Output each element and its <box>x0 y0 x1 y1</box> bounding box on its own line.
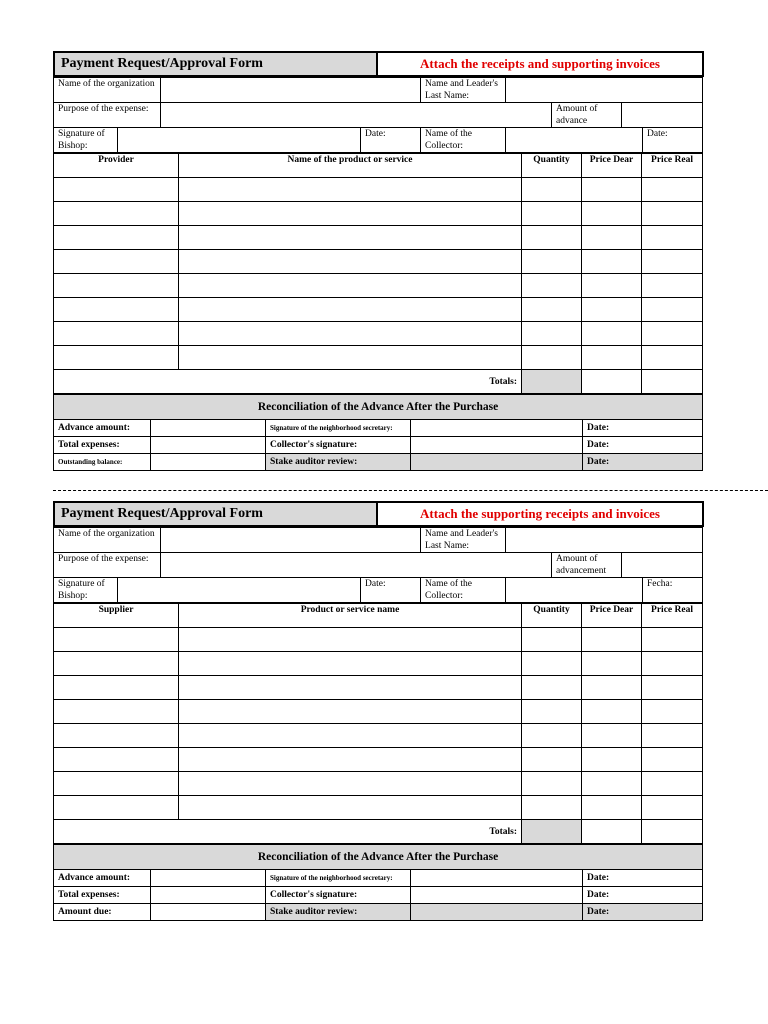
item-cell[interactable] <box>54 298 179 322</box>
balance-field[interactable] <box>151 454 266 471</box>
total-expenses-field[interactable] <box>151 887 266 904</box>
leader-name-field[interactable] <box>506 528 703 553</box>
item-row <box>54 178 703 202</box>
item-cell[interactable] <box>642 178 703 202</box>
col-supplier: Supplier <box>54 604 179 628</box>
bishop-signature-field[interactable] <box>118 128 361 153</box>
item-cell[interactable] <box>179 250 522 274</box>
col-price-real: Price Real <box>642 604 703 628</box>
advance-amount-label: Amount of advancement <box>552 553 622 578</box>
item-cell[interactable] <box>522 748 582 772</box>
item-cell[interactable] <box>582 298 642 322</box>
item-cell[interactable] <box>54 202 179 226</box>
item-cell[interactable] <box>522 202 582 226</box>
item-cell[interactable] <box>582 226 642 250</box>
item-cell[interactable] <box>179 676 522 700</box>
item-cell[interactable] <box>522 298 582 322</box>
advance-amount-field[interactable] <box>622 103 703 128</box>
payment-form-2 <box>53 501 702 921</box>
secretary-signature-label: Signature of the neighborhood secretary: <box>266 420 411 437</box>
advance-amount-field[interactable] <box>622 553 703 578</box>
item-cell[interactable] <box>642 700 703 724</box>
item-cell[interactable] <box>642 772 703 796</box>
col-quantity: Quantity <box>522 604 582 628</box>
item-row <box>54 298 703 322</box>
advance-amount-field[interactable] <box>151 870 266 887</box>
totals-quantity <box>522 820 582 844</box>
payment-form-1 <box>53 51 702 471</box>
item-cell[interactable] <box>179 772 522 796</box>
form-1-recon <box>53 394 703 471</box>
amount-due-field[interactable] <box>151 904 266 921</box>
item-cell[interactable] <box>54 724 179 748</box>
item-cell[interactable] <box>642 298 703 322</box>
item-cell[interactable] <box>54 700 179 724</box>
form-1-info <box>53 77 703 153</box>
org-name-field[interactable] <box>161 78 421 103</box>
item-cell[interactable] <box>54 748 179 772</box>
item-cell[interactable] <box>582 274 642 298</box>
collector-signature-label: Collector's signature: <box>266 887 411 904</box>
leader-name-field[interactable] <box>506 78 703 103</box>
date-label: Date: <box>361 128 421 153</box>
totals-price-dear[interactable] <box>582 370 642 394</box>
auditor-review-field <box>411 904 583 921</box>
item-cell[interactable] <box>582 346 642 370</box>
item-cell[interactable] <box>522 226 582 250</box>
item-cell[interactable] <box>54 676 179 700</box>
item-cell[interactable] <box>582 652 642 676</box>
item-cell[interactable] <box>642 322 703 346</box>
item-cell[interactable] <box>179 178 522 202</box>
advance-amount-label: Amount of advance <box>552 103 622 128</box>
secretary-signature-field[interactable] <box>411 420 583 437</box>
item-cell[interactable] <box>582 250 642 274</box>
item-cell[interactable] <box>642 250 703 274</box>
totals-price-real[interactable] <box>642 370 703 394</box>
item-cell[interactable] <box>54 178 179 202</box>
item-cell[interactable] <box>54 772 179 796</box>
org-name-field[interactable] <box>161 528 421 553</box>
collector-signature-field[interactable] <box>411 887 583 904</box>
col-price-dear: Price Dear <box>582 604 642 628</box>
item-row <box>54 700 703 724</box>
form-title: Payment Request/Approval Form <box>54 52 377 76</box>
leader-name-label: Name and Leader's Last Name: <box>421 528 506 553</box>
bishop-signature-label: Signature of Bishop: <box>54 128 118 153</box>
item-cell[interactable] <box>642 676 703 700</box>
total-expenses-label: Total expenses: <box>54 437 151 454</box>
item-cell[interactable] <box>179 796 522 820</box>
cut-line <box>53 490 768 491</box>
auditor-review-label: Stake auditor review: <box>266 904 411 921</box>
item-cell[interactable] <box>179 298 522 322</box>
bishop-signature-label: Signature of Bishop: <box>54 578 118 603</box>
item-cell[interactable] <box>522 346 582 370</box>
item-cell[interactable] <box>179 322 522 346</box>
item-cell[interactable] <box>582 748 642 772</box>
item-row <box>54 772 703 796</box>
item-cell[interactable] <box>179 724 522 748</box>
item-cell[interactable] <box>582 772 642 796</box>
item-cell[interactable] <box>582 202 642 226</box>
item-cell[interactable] <box>582 700 642 724</box>
item-cell[interactable] <box>54 628 179 652</box>
date-label: Date: <box>583 437 703 454</box>
item-cell[interactable] <box>522 628 582 652</box>
item-cell[interactable] <box>582 724 642 748</box>
auditor-review-label: Stake auditor review: <box>266 454 411 471</box>
date-label: Date: <box>583 870 703 887</box>
item-cell[interactable] <box>179 652 522 676</box>
totals-label: Totals: <box>54 820 522 844</box>
item-row <box>54 322 703 346</box>
org-name-label: Name of the organization <box>54 78 161 103</box>
item-cell[interactable] <box>642 226 703 250</box>
item-cell[interactable] <box>522 676 582 700</box>
form-1-header <box>53 51 704 77</box>
recon-title: Reconciliation of the Advance After the Purchase <box>54 395 703 420</box>
advance-amount-field[interactable] <box>151 420 266 437</box>
date-label: Date: <box>361 578 421 603</box>
item-cell[interactable] <box>179 700 522 724</box>
totals-label: Totals: <box>54 370 522 394</box>
date-label: Date: <box>583 887 703 904</box>
item-cell[interactable] <box>582 322 642 346</box>
item-cell[interactable] <box>54 796 179 820</box>
item-cell[interactable] <box>522 322 582 346</box>
item-cell[interactable] <box>642 202 703 226</box>
item-cell[interactable] <box>522 178 582 202</box>
date-label-2: Fecha: <box>643 578 703 603</box>
recon-title: Reconciliation of the Advance After the Purchase <box>54 845 703 870</box>
form-2-header <box>53 501 704 527</box>
date-label-2: Date: <box>643 128 703 153</box>
item-cell[interactable] <box>179 748 522 772</box>
auditor-review-field <box>411 454 583 471</box>
col-price-real: Price Real <box>642 154 703 178</box>
collector-name-field[interactable] <box>506 128 643 153</box>
item-cell[interactable] <box>642 724 703 748</box>
purpose-label: Purpose of the expense: <box>54 103 161 128</box>
form-1-items <box>53 153 703 394</box>
total-expenses-field[interactable] <box>151 437 266 454</box>
collector-signature-label: Collector's signature: <box>266 437 411 454</box>
form-2-items <box>53 603 703 844</box>
item-cell[interactable] <box>179 274 522 298</box>
item-cell[interactable] <box>179 628 522 652</box>
item-cell[interactable] <box>642 652 703 676</box>
org-name-label: Name of the organization <box>54 528 161 553</box>
item-cell[interactable] <box>54 274 179 298</box>
item-row <box>54 628 703 652</box>
item-row <box>54 250 703 274</box>
form-title: Payment Request/Approval Form <box>54 502 377 526</box>
totals-price-real[interactable] <box>642 820 703 844</box>
total-expenses-label: Total expenses: <box>54 887 151 904</box>
item-cell[interactable] <box>582 796 642 820</box>
item-row <box>54 724 703 748</box>
attach-notice: Attach the supporting receipts and invoices <box>377 502 703 526</box>
item-cell[interactable] <box>642 796 703 820</box>
purpose-label: Purpose of the expense: <box>54 553 161 578</box>
collector-name-label: Name of the Collector: <box>421 128 506 153</box>
item-cell[interactable] <box>522 700 582 724</box>
balance-label: Outstanding balance: <box>54 454 151 471</box>
col-product: Product or service name <box>179 604 522 628</box>
item-cell[interactable] <box>179 226 522 250</box>
advance-amount-label: Advance amount: <box>54 420 151 437</box>
collector-name-field[interactable] <box>506 578 643 603</box>
col-provider: Provider <box>54 154 179 178</box>
item-cell[interactable] <box>54 226 179 250</box>
collector-name-label: Name of the Collector: <box>421 578 506 603</box>
item-row <box>54 202 703 226</box>
amount-due-label: Amount due: <box>54 904 151 921</box>
leader-name-label: Name and Leader's Last Name: <box>421 78 506 103</box>
date-label: Date: <box>583 904 703 921</box>
item-row <box>54 226 703 250</box>
collector-signature-field[interactable] <box>411 437 583 454</box>
item-cell[interactable] <box>522 274 582 298</box>
bishop-signature-field[interactable] <box>118 578 361 603</box>
item-cell[interactable] <box>522 652 582 676</box>
item-row <box>54 652 703 676</box>
form-2-recon <box>53 844 703 921</box>
item-cell[interactable] <box>522 796 582 820</box>
col-product: Name of the product or service <box>179 154 522 178</box>
totals-price-dear[interactable] <box>582 820 642 844</box>
item-cell[interactable] <box>54 346 179 370</box>
secretary-signature-label: Signature of the neighborhood secretary: <box>266 870 411 887</box>
item-cell[interactable] <box>642 748 703 772</box>
item-cell[interactable] <box>179 346 522 370</box>
item-cell[interactable] <box>54 652 179 676</box>
item-cell[interactable] <box>642 628 703 652</box>
item-cell[interactable] <box>522 772 582 796</box>
item-row <box>54 796 703 820</box>
item-cell[interactable] <box>642 346 703 370</box>
col-quantity: Quantity <box>522 154 582 178</box>
item-cell[interactable] <box>642 274 703 298</box>
form-2-info <box>53 527 703 603</box>
item-row <box>54 676 703 700</box>
item-cell[interactable] <box>54 322 179 346</box>
item-cell[interactable] <box>582 676 642 700</box>
purpose-field[interactable] <box>161 103 552 128</box>
item-cell[interactable] <box>179 202 522 226</box>
totals-quantity <box>522 370 582 394</box>
item-cell[interactable] <box>54 250 179 274</box>
item-cell[interactable] <box>522 724 582 748</box>
date-label: Date: <box>583 454 703 471</box>
item-cell[interactable] <box>522 250 582 274</box>
date-label: Date: <box>583 420 703 437</box>
attach-notice: Attach the receipts and supporting invoices <box>377 52 703 76</box>
col-price-dear: Price Dear <box>582 154 642 178</box>
item-row <box>54 346 703 370</box>
item-row <box>54 748 703 772</box>
item-row <box>54 274 703 298</box>
item-cell[interactable] <box>582 628 642 652</box>
item-cell[interactable] <box>582 178 642 202</box>
advance-amount-label: Advance amount: <box>54 870 151 887</box>
secretary-signature-field[interactable] <box>411 870 583 887</box>
purpose-field[interactable] <box>161 553 552 578</box>
